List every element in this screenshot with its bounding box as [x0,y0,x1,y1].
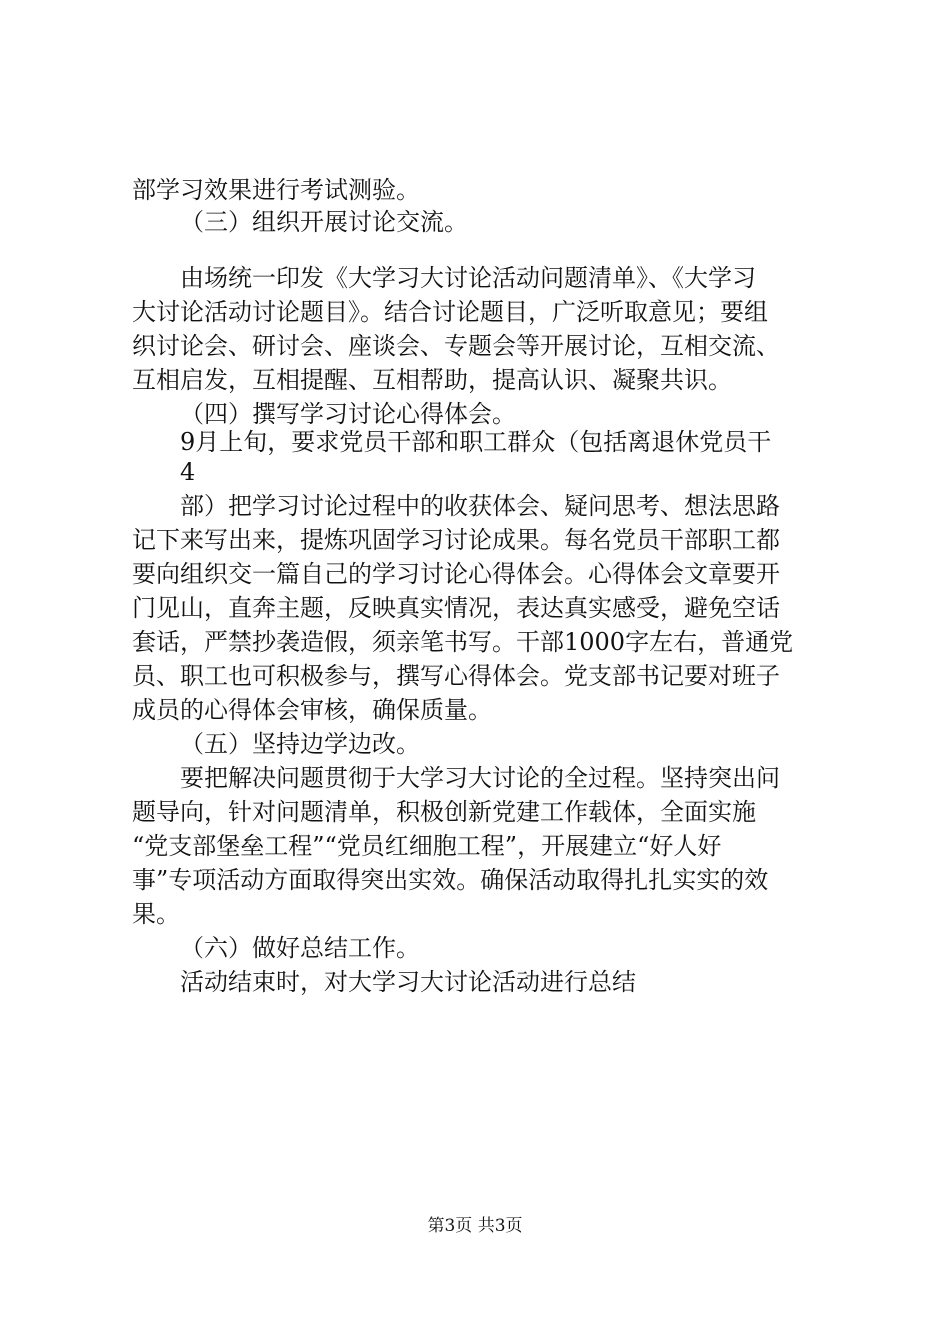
paragraph-line: 员、职工也可积极参与，撰写心得体会。党支部书记要对班子 [132,662,780,690]
section-heading: （三）组织开展讨论交流。 [180,208,468,236]
section-heading: （六）做好总结工作。 [180,934,420,962]
paragraph-line: 记下来写出来，提炼巩固学习讨论成果。每名党员干部职工都 [132,526,780,554]
paragraph-line: 成员的心得体会审核，确保质量。 [132,696,492,724]
paragraph-line: 要向组织交一篇自己的学习讨论心得体会。心得体会文章要开 [132,560,780,588]
paragraph-line: 部学习效果进行考试测验。 [132,176,420,204]
paragraph-line: 由场统一印发《大学习大讨论活动问题清单》、《大学习 [180,264,756,292]
section-heading: （四）撰写学习讨论心得体会。 [180,400,516,428]
paragraph-line: 门见山，直奔主题，反映真实情况，表达真实感受，避免空话 [132,594,780,622]
page-number-marker: 4 [180,458,196,486]
paragraph-line: 互相启发，互相提醒、互相帮助，提高认识、凝聚共识。 [132,366,732,394]
paragraph-line: 题导向，针对问题清单，积极创新党建工作载体，全面实施 [132,798,756,826]
paragraph-line: 事”专项活动方面取得突出实效。确保活动取得扎扎实实的效 [132,866,769,894]
paragraph-line: 果。 [132,900,180,928]
paragraph-line: 活动结束时，对大学习大讨论活动进行总结 [180,968,636,996]
paragraph-line: “党支部堡垒工程”“党员红细胞工程”，开展建立“好人好 [132,832,722,860]
paragraph-line: 大讨论活动讨论题目》。结合讨论题目，广泛听取意见；要组 [132,298,768,326]
paragraph-line: 9月上旬，要求党员干部和职工群众（包括离退休党员干 [180,428,772,456]
page-footer: 第3页 共3页 [427,1216,523,1236]
paragraph-line: 要把解决问题贯彻于大学习大讨论的全过程。坚持突出问 [180,764,780,792]
paragraph-line: 部）把学习讨论过程中的收获体会、疑问思考、想法思路 [180,492,780,520]
section-heading: （五）坚持边学边改。 [180,730,420,758]
paragraph-line: 套话，严禁抄袭造假，须亲笔书写。干部1000字左右，普通党 [132,628,794,656]
paragraph-line: 织讨论会、研讨会、座谈会、专题会等开展讨论，互相交流、 [132,332,780,360]
